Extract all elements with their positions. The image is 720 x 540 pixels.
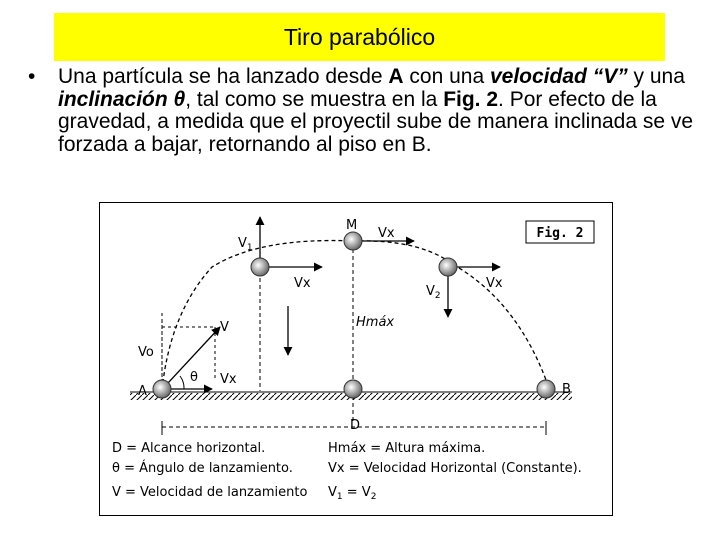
particle-v1 xyxy=(251,258,269,276)
label-v: V xyxy=(220,320,229,335)
label-vx-ground: Vx xyxy=(220,372,237,387)
label-v1-sub: 1 xyxy=(246,243,253,253)
legend-v1v2 xyxy=(328,485,376,502)
label-v2 xyxy=(426,284,441,301)
fig-label: Fig. 2 xyxy=(536,226,584,241)
parabolic-diagram xyxy=(99,202,613,516)
label-v2-main: V xyxy=(426,284,435,299)
label-vo: Vo xyxy=(138,345,154,360)
label-v1 xyxy=(238,236,253,253)
legend-vx: Vx = Velocidad Horizontal (Constante). xyxy=(328,461,582,476)
angle-arc xyxy=(180,376,184,389)
label-vx-top: Vx xyxy=(378,226,395,241)
text-part: y una xyxy=(627,65,685,88)
label-vx-1: Vx xyxy=(294,276,311,291)
legend-theta: θ = Ángulo de lanzamiento. xyxy=(112,461,293,476)
text-part: con una xyxy=(403,65,490,88)
legend-hmax: Hmáx = Altura máxima. xyxy=(328,441,486,456)
label-theta: θ xyxy=(190,370,198,385)
bullet-marker: • xyxy=(28,65,36,88)
legend-v2-sub: 2 xyxy=(370,492,377,502)
legend-eq: = V xyxy=(342,485,371,500)
legend-v1-sub: 1 xyxy=(336,492,343,502)
particle-v2 xyxy=(439,258,457,276)
fig-label-box xyxy=(526,221,594,243)
inclination-term: inclinación θ xyxy=(58,87,186,111)
label-v2-sub: 2 xyxy=(434,291,441,301)
page-title: Tiro parabólico xyxy=(283,23,436,50)
label-b: B xyxy=(562,382,571,397)
bullet-paragraph xyxy=(28,66,698,156)
label-a: A xyxy=(138,384,147,399)
label-vx-2: Vx xyxy=(486,276,503,291)
legend-v: V = Velocidad de lanzamiento xyxy=(112,485,308,500)
legend-d: D = Alcance horizontal. xyxy=(112,441,266,456)
particle-m xyxy=(344,232,362,250)
text-part: . Por efecto de la gravedad, a medida que el proyectil sube de manera inclinada se ve forzada a bajar, retornando al piso en B. xyxy=(58,87,694,156)
velocity-term: velocidad “V” xyxy=(489,65,628,88)
particle-a xyxy=(153,380,171,398)
fig-ref: Fig. 2 xyxy=(443,87,499,111)
label-d: D xyxy=(350,418,361,433)
title-banner xyxy=(54,13,665,61)
text-part: , tal como se muestra en la xyxy=(185,87,444,111)
text-part: Una partícula se ha lanzado desde xyxy=(58,65,389,88)
point-a-ref: A xyxy=(388,65,404,88)
label-m: M xyxy=(346,218,358,233)
label-v1-main: V xyxy=(238,236,247,251)
particle-d xyxy=(344,380,362,398)
bullet-text xyxy=(58,66,698,156)
label-hmax: Hmáx xyxy=(356,315,395,330)
legend-v1: V xyxy=(328,485,337,500)
particle-b xyxy=(537,380,555,398)
legend xyxy=(112,441,582,502)
